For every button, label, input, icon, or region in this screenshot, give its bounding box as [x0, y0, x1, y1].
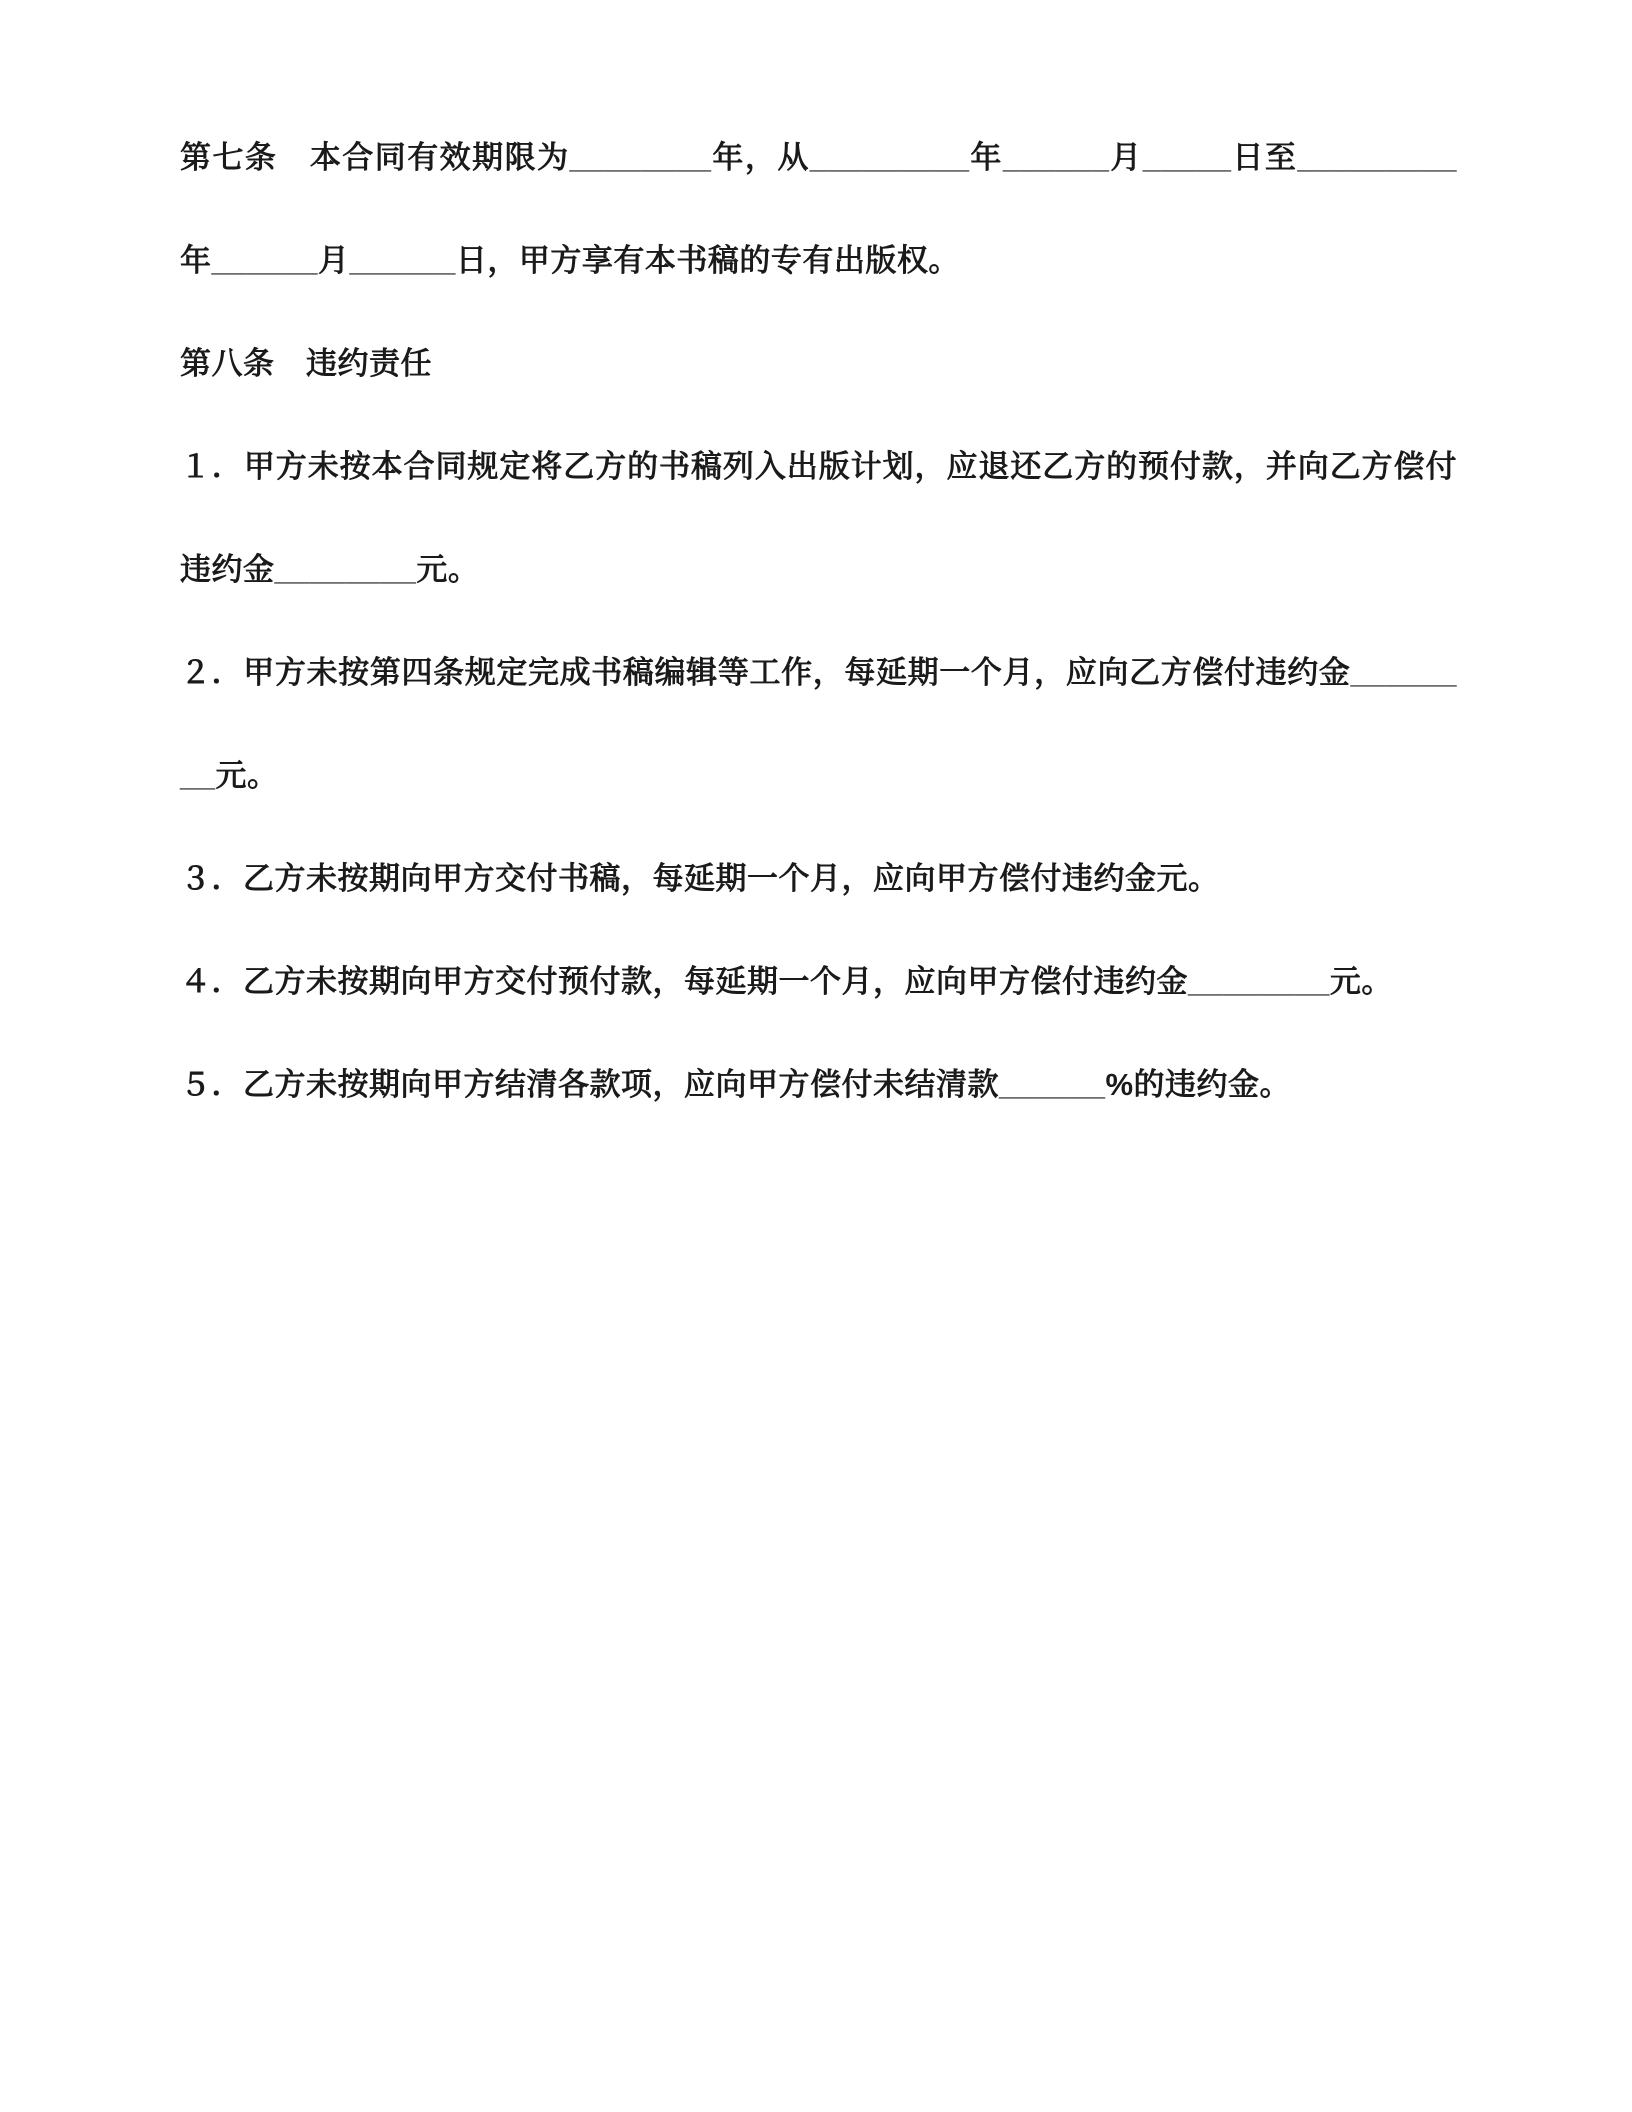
clause-8-heading-breach-liability: 第八条 违约责任 [180, 346, 432, 381]
clause-7-term-of-validity: 第七条 本合同有效期限为________年，从_________年______月_____日至_________年______月______日，甲方享有本书稿的专有出版权。 [180, 140, 1457, 278]
clause-8-item-1: １．甲方未按本合同规定将乙方的书稿列入出版计划，应退还乙方的预付款，并向乙方偿付违约金________元。 [180, 449, 1457, 587]
clause-8-item-2: ２．甲方未按第四条规定完成书稿编辑等工作，每延期一个月，应向乙方偿付违约金________元。 [180, 655, 1457, 793]
clause-8-item-5: ５．乙方未按期向甲方结清各款项，应向甲方偿付未结清款______%的违约金。 [180, 1067, 1292, 1102]
clause-8-item-3: ３．乙方未按期向甲方交付书稿，每延期一个月，应向甲方偿付违约金元。 [180, 861, 1220, 896]
clause-8-item-4: ４．乙方未按期向甲方交付预付款，每延期一个月，应向甲方偿付违约金________元。 [180, 964, 1393, 999]
